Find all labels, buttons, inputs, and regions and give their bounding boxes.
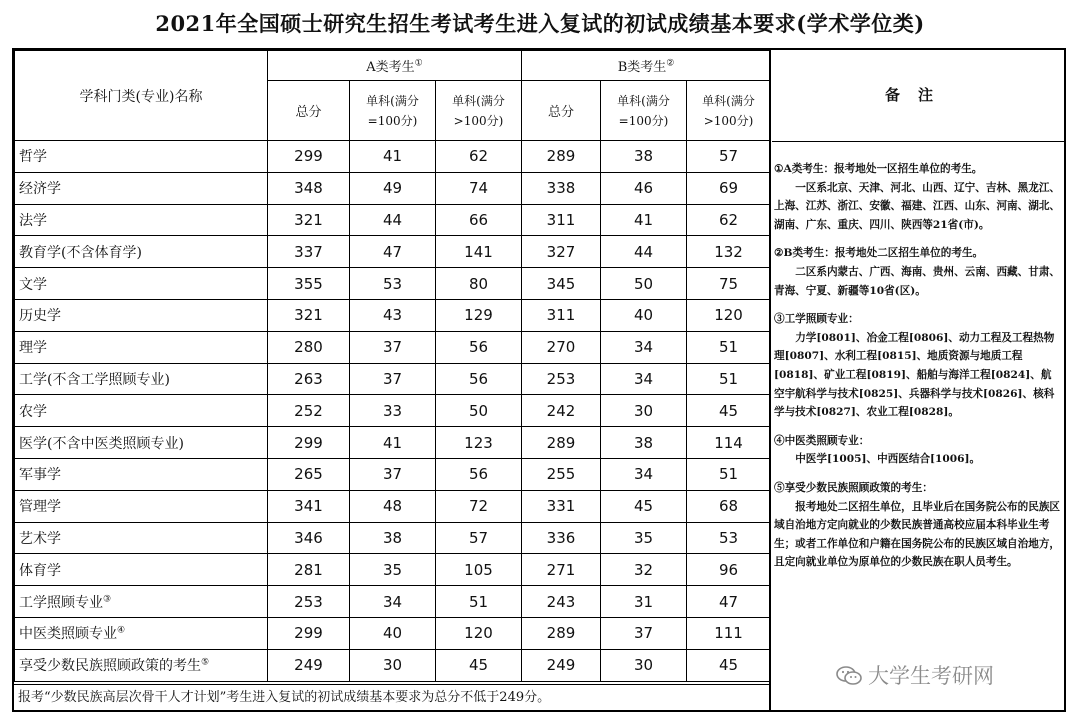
subject-name: 艺术学 [15,522,268,554]
b-total-score: 289 [522,617,601,649]
table-row [15,395,771,427]
b-single-gt100-score: 57 [687,141,771,173]
subject-name: 中医类照顾专业④ [15,617,268,649]
a-single-gt100-score: 66 [436,204,522,236]
a-single-100-score: 48 [350,490,436,522]
a-single-100-score: 37 [350,331,436,363]
a-single-100-score: 35 [350,554,436,586]
remark-heading: ①A类考生：报考地处一区招生单位的考生。 [774,163,983,175]
remark-text: 一区系北京、天津、河北、山西、辽宁、吉林、黑龙江、上海、江苏、浙江、安徽、福建、江西、山东、河南、湖北、湖南、广东、重庆、四川、陕西等21省(市)。 [774,181,1061,231]
table-row [15,299,771,331]
b-single-100-score: 38 [601,427,687,459]
a-single-100-header: 单科(满分=100分) [350,81,436,141]
b-single-100-score: 31 [601,586,687,618]
b-single-gt100-score: 68 [687,490,771,522]
a-total-score: 321 [268,299,350,331]
b-single-100-header: 单科(满分=100分) [601,81,687,141]
wechat-icon [836,666,862,686]
remark-text: 中医学[1005]、中西医结合[1006]。 [795,453,981,466]
b-single-gt100-score: 132 [687,236,771,268]
a-single-100-score: 33 [350,395,436,427]
table-row [15,331,771,363]
subject-name: 法学 [15,204,268,236]
remark-heading: ②B类考生：报考地处二区招生单位的考生。 [774,247,984,260]
subject-name: 管理学 [15,490,268,522]
b-single-gt100-score: 114 [687,427,771,459]
group-a-header: A类考生① [268,51,522,81]
subject-name: 文学 [15,268,268,300]
table-row [15,268,771,300]
table-row [15,458,771,490]
b-single-100-score: 34 [601,363,687,395]
b-single-100-score: 30 [601,395,687,427]
a-total-score: 263 [268,363,350,395]
a-single-100-score: 43 [350,299,436,331]
b-total-score: 345 [522,268,601,300]
a-single-gt100-score: 57 [436,522,522,554]
b-total-score: 249 [522,649,601,681]
b-single-100-score: 46 [601,172,687,204]
subject-name: 农学 [15,395,268,427]
table-row [15,522,771,554]
a-total-score: 280 [268,331,350,363]
subject-name: 经济学 [15,172,268,204]
a-total-score: 299 [268,427,350,459]
b-single-100-score: 32 [601,554,687,586]
a-single-100-score: 49 [350,172,436,204]
remarks-divider [769,50,771,710]
a-total-header: 总分 [268,81,350,141]
b-total-score: 270 [522,331,601,363]
table-row [15,172,771,204]
b-single-100-score: 30 [601,649,687,681]
subject-name: 工学(不含工学照顾专业) [15,363,268,395]
a-total-score: 281 [268,554,350,586]
b-single-gt100-score: 75 [687,268,771,300]
a-single-gt100-score: 62 [436,141,522,173]
b-total-score: 338 [522,172,601,204]
a-single-100-score: 40 [350,617,436,649]
b-total-score: 336 [522,522,601,554]
b-total-header: 总分 [522,81,601,141]
a-single-gt100-score: 72 [436,490,522,522]
b-total-score: 253 [522,363,601,395]
b-single-100-score: 34 [601,458,687,490]
remark-heading: ④中医类照顾专业： [774,434,870,447]
b-single-100-score: 34 [601,331,687,363]
a-single-gt100-score: 51 [436,586,522,618]
a-single-gt100-score: 45 [436,649,522,681]
b-single-100-score: 45 [601,490,687,522]
a-total-score: 253 [268,586,350,618]
b-total-score: 331 [522,490,601,522]
subject-name: 体育学 [15,554,268,586]
remark-heading: ⑤享受少数民族照顾政策的考生： [774,481,933,494]
a-single-gt100-score: 120 [436,617,522,649]
subject-name: 军事学 [15,458,268,490]
b-single-gt100-score: 69 [687,172,771,204]
a-total-score: 321 [268,204,350,236]
b-single-gt100-score: 51 [687,331,771,363]
a-single-100-score: 53 [350,268,436,300]
group-b-header: B类考生② [522,51,771,81]
a-single-100-score: 38 [350,522,436,554]
b-single-gt100-score: 45 [687,395,771,427]
a-total-score: 252 [268,395,350,427]
a-total-score: 299 [268,617,350,649]
table-row [15,586,771,618]
a-single-100-score: 37 [350,458,436,490]
remark-item [774,310,1062,422]
b-single-100-score: 35 [601,522,687,554]
b-total-score: 289 [522,141,601,173]
a-single-gt100-score: 56 [436,458,522,490]
a-single-gt100-score: 50 [436,395,522,427]
a-single-100-score: 41 [350,141,436,173]
subject-name: 理学 [15,331,268,363]
b-single-100-score: 50 [601,268,687,300]
table-row [15,427,771,459]
a-single-gt100-score: 141 [436,236,522,268]
remark-item [774,160,1062,234]
b-single-100-score: 41 [601,204,687,236]
table-row [15,141,771,173]
a-single-gt100-score: 56 [436,363,522,395]
b-single-gt100-score: 62 [687,204,771,236]
remark-text: 报考地处二区招生单位，且毕业后在国务院公布的民族区域自治地方定向就业的少数民族普通高校应届本科毕业生考生；或者工作单位和户籍在国务院公布的民族区域自治地方，且定向就业单位为原单位的少数民族在职人员考生。 [774,500,1061,569]
a-single-gt100-score: 80 [436,268,522,300]
a-single-100-score: 41 [350,427,436,459]
a-single-gt100-score: 56 [436,331,522,363]
a-single-gt100-score: 123 [436,427,522,459]
table-row [15,617,771,649]
a-single-100-score: 47 [350,236,436,268]
a-total-score: 341 [268,490,350,522]
bottom-note-divider [14,684,770,685]
a-single-gt100-score: 105 [436,554,522,586]
remark-item [774,479,1062,572]
table-row [15,204,771,236]
subject-name: 享受少数民族照顾政策的考生⑤ [15,649,268,681]
table-row [15,236,771,268]
remark-text: 二区系内蒙古、广西、海南、贵州、云南、西藏、甘肃、青海、宁夏、新疆等10省(区)。 [774,265,1061,297]
subject-name: 历史学 [15,299,268,331]
remark-text: 力学[0801]、冶金工程[0806]、动力工程及工程热物理[0807]、水利工程[0815]、地质资源与地质工程[0818]、矿业工程[0819]、船舶与海洋工程[0824]、航空宇航科学与技术[0825]、兵器科学与技术[0826]、核科学与技术[0827]、农业工程[0828]。 [774,331,1055,419]
a-single-gt100-header: 单科(满分>100分) [436,81,522,141]
subject-name: 哲学 [15,141,268,173]
page-title: 2021年全国硕士研究生招生考试考生进入复试的初试成绩基本要求(学术学位类) [155,11,925,36]
a-single-100-score: 44 [350,204,436,236]
b-total-score: 242 [522,395,601,427]
a-total-score: 265 [268,458,350,490]
b-single-gt100-score: 51 [687,458,771,490]
b-total-score: 255 [522,458,601,490]
remark-item [774,432,1062,469]
remark-item [774,244,1062,300]
a-single-gt100-score: 129 [436,299,522,331]
table-row [15,554,771,586]
b-single-gt100-score: 96 [687,554,771,586]
b-single-gt100-score: 45 [687,649,771,681]
a-total-score: 355 [268,268,350,300]
b-single-100-score: 44 [601,236,687,268]
b-single-gt100-score: 47 [687,586,771,618]
b-single-gt100-score: 53 [687,522,771,554]
b-single-gt100-score: 120 [687,299,771,331]
a-single-100-score: 30 [350,649,436,681]
b-single-100-score: 37 [601,617,687,649]
b-single-100-score: 38 [601,141,687,173]
b-total-score: 289 [522,427,601,459]
b-single-100-score: 40 [601,299,687,331]
a-single-100-score: 37 [350,363,436,395]
b-single-gt100-header: 单科(满分>100分) [687,81,771,141]
table-row [15,649,771,681]
score-table [14,50,771,682]
subject-column-header: 学科门类(专业)名称 [15,51,268,141]
subject-name: 工学照顾专业③ [15,586,268,618]
a-single-100-score: 34 [350,586,436,618]
remarks-header: 备注 [772,50,1064,142]
subject-name: 教育学(不含体育学) [15,236,268,268]
remarks-panel [774,160,1062,582]
b-total-score: 311 [522,204,601,236]
a-total-score: 249 [268,649,350,681]
b-single-gt100-score: 51 [687,363,771,395]
a-total-score: 348 [268,172,350,204]
b-total-score: 311 [522,299,601,331]
table-row [15,490,771,522]
b-total-score: 327 [522,236,601,268]
b-total-score: 243 [522,586,601,618]
a-total-score: 337 [268,236,350,268]
table-row [15,363,771,395]
watermark: 大学生考研网 [836,660,994,690]
b-total-score: 271 [522,554,601,586]
bottom-note: 报考“少数民族高层次骨干人才计划”考生进入复试的初试成绩基本要求为总分不低于249分。 [18,690,551,705]
a-total-score: 299 [268,141,350,173]
a-single-gt100-score: 74 [436,172,522,204]
subject-name: 医学(不含中医类照顾专业) [15,427,268,459]
remark-heading: ③工学照顾专业： [774,313,859,326]
a-total-score: 346 [268,522,350,554]
b-single-gt100-score: 111 [687,617,771,649]
